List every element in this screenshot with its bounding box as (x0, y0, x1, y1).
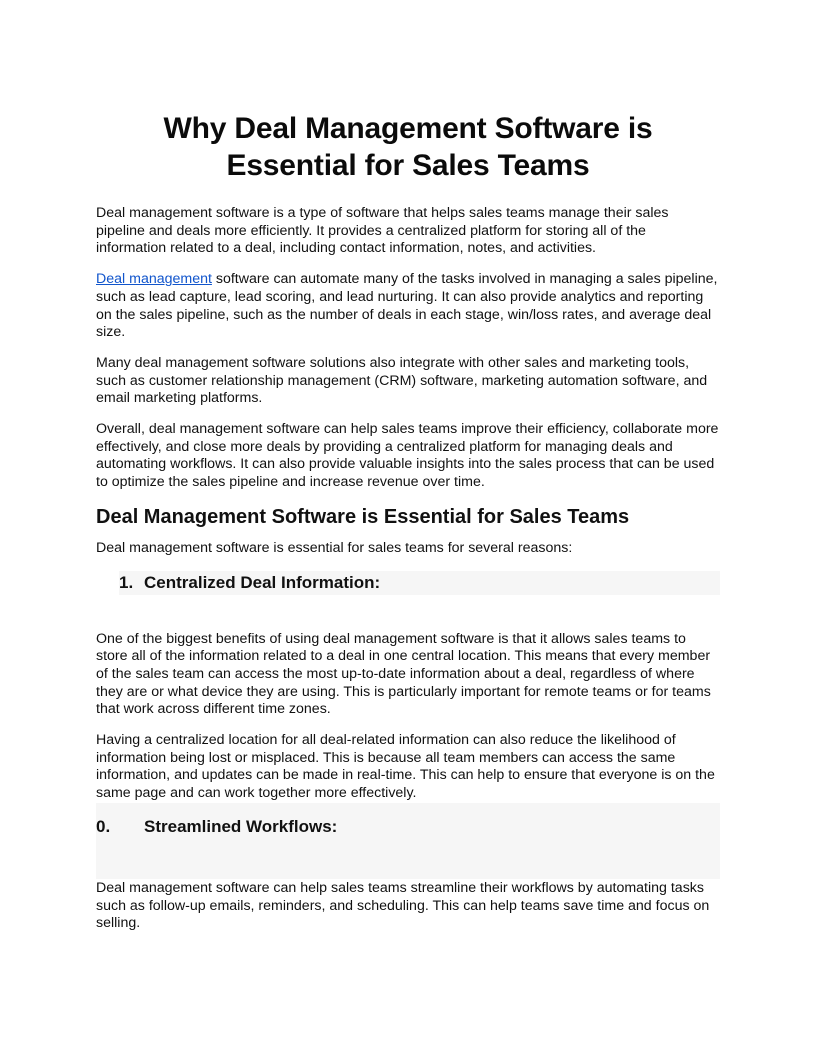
automation-paragraph-text: software can automate many of the tasks involved in managing a sales pipeline, such as lead capture, lead scoring, and lead nurturing. It can also provide analytics and reporting on the sales pipeline, such as the number of deals in each stage, win/loss rates, and average deal size. (96, 271, 718, 341)
deal-management-link[interactable]: Deal management (96, 271, 212, 288)
integration-paragraph: Many deal management software solutions also integrate with other sales and marketing tools, such as customer relationship management (CRM) software, marketing automation software, and email marketing platforms. (96, 354, 708, 407)
list-item-title: Streamlined Workflows: (144, 816, 338, 836)
centralized-paragraph-1: One of the biggest benefits of using deal management software is that it allows sales teams to store all of the information related to a deal in one central location. This means that every member of the sales team can access the most up-to-date information about a deal, regardless of where they are or what device they are using. This is particularly important for remote teams or for teams that work across different time zones. (96, 630, 711, 718)
list-item-workflows (96, 803, 720, 879)
list-number: 1. (119, 572, 134, 592)
section-heading: Deal Management Software is Essential for Sales Teams (96, 505, 630, 528)
automation-paragraph (96, 271, 720, 342)
centralized-paragraph-2: Having a centralized location for all deal-related information can also reduce the likelihood of information being lost or misplaced. This is because all team members can access the same information, and updates can be made in real-time. This can help to ensure that everyone is on the same page and can work together more effectively. (96, 732, 715, 802)
overall-paragraph: Overall, deal management software can help sales teams improve their efficiency, collaborate more effectively, and close more deals by providing a centralized platform for managing deals and automating workflows. It can also provide valuable insights into the sales process that can be used to optimize the sales pipeline and increase revenue over time. (96, 421, 719, 491)
document-page (96, 110, 720, 933)
list-item-title: Centralized Deal Information: (144, 572, 381, 592)
section-intro: Deal management software is essential for sales teams for several reasons: (96, 539, 573, 556)
list-number: 0. (96, 816, 111, 836)
list-item-centralized (119, 571, 720, 595)
workflows-paragraph: Deal management software can help sales teams streamline their workflows by automating tasks such as follow-up emails, reminders, and scheduling. This can help teams save time and focus on selling. (96, 879, 710, 932)
intro-paragraph: Deal management software is a type of software that helps sales teams manage their sales pipeline and deals more efficiently. It provides a centralized platform for storing all of the information related to a deal, including contact information, notes, and activities. (96, 205, 669, 257)
document-title: Why Deal Management Software is Essential for Sales Teams (163, 112, 653, 182)
